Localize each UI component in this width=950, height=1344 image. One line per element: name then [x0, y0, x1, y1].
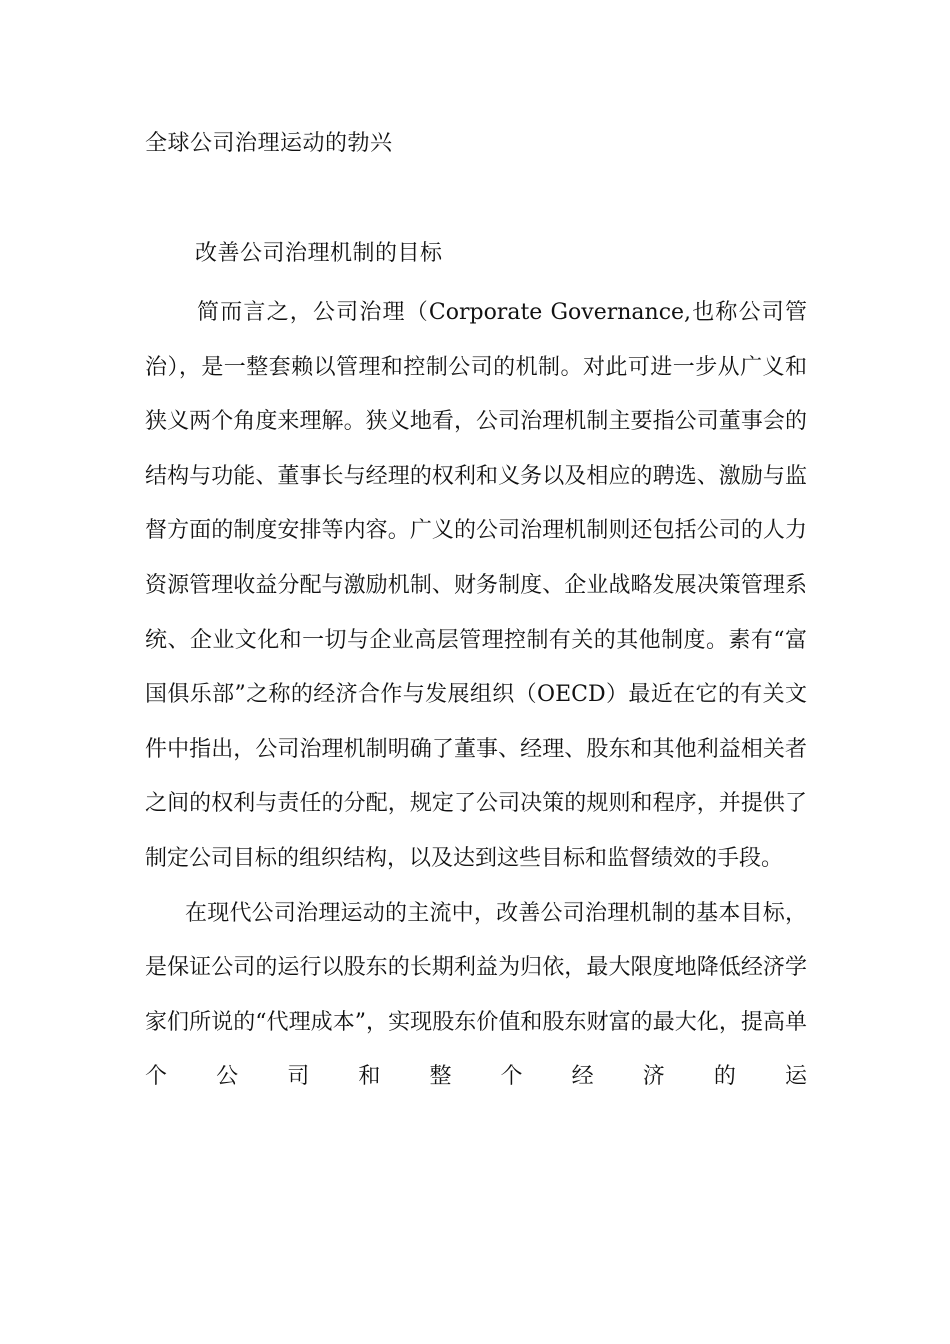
- document-title: 全球公司治理运动的勃兴: [145, 131, 393, 156]
- document-body: [145, 286, 807, 1105]
- section-heading: 改善公司治理机制的目标: [195, 241, 443, 266]
- paragraph-2: 在现代公司治理运动的主流中，改善公司治理机制的基本目标，是保证公司的运行以股东的长期利益为归依，最大限度地降低经济学家们所说的“代理成本”，实现股东价值和股东财富的最大化，提高单个公司和整个经济的运: [145, 900, 807, 1090]
- paragraph-1: 简而言之，公司治理（Corporate Governance,也称公司管治），是一整套赖以管理和控制公司的机制。对此可进一步从广义和狭义两个角度来理解。狭义地看，公司治理机制主要指公司董事会的结构与功能、董事长与经理的权利和义务以及相应的聘选、激励与监督方面的制度安排等内容。广义的公司治理机制则还包括公司的人力资源管理收益分配与激励机制、财务制度、企业战略发展决策管理系统、企业文化和一切与企业高层管理控制有关的其他制度。素有“富国俱乐部”之称的经济合作与发展组织（OECD）最近在它的有关文件中指出，公司治理机制明确了董事、经理、股东和其他利益相关者之间的权利与责任的分配，规定了公司决策的规则和程序，并提供了制定公司目标的组织结构，以及达到这些目标和监督绩效的手段。: [145, 300, 807, 871]
